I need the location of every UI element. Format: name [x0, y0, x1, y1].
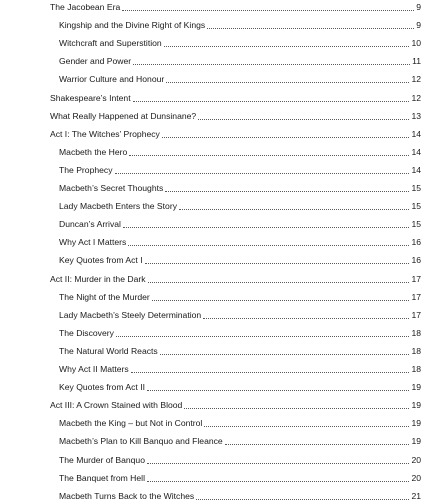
toc-entry-title[interactable]: Macbeth the King – but Not in Control	[59, 418, 203, 429]
toc-subsection-entry[interactable]	[0, 69, 421, 87]
toc-entry-title[interactable]: Macbeth Turns Back to the Witches	[59, 490, 195, 501]
toc-dot-leader	[147, 463, 409, 464]
toc-subsection-entry[interactable]	[0, 377, 421, 395]
toc-page-number: 17	[411, 273, 421, 284]
toc-dot-leader	[164, 46, 410, 47]
toc-dot-leader	[116, 336, 410, 337]
toc-page-number: 14	[411, 146, 421, 157]
toc-entry-title[interactable]: The Prophecy	[59, 164, 113, 175]
toc-page-number: 19	[411, 418, 421, 429]
toc-page-number: 17	[411, 291, 421, 302]
toc-entry-title[interactable]: The Jacobean Era	[50, 2, 121, 12]
toc-page-number: 19	[411, 400, 421, 411]
toc-subsection-entry[interactable]	[0, 305, 421, 323]
toc-entry-title[interactable]: Warrior Culture and Honour	[59, 74, 165, 85]
toc-dot-leader	[115, 173, 410, 174]
toc-subsection-entry[interactable]	[0, 486, 421, 504]
toc-subsection-entry[interactable]	[0, 33, 421, 51]
toc-entry-title[interactable]: Macbeth’s Secret Thoughts	[59, 183, 164, 193]
toc-dot-leader	[225, 444, 410, 445]
toc-subsection-entry[interactable]	[0, 178, 421, 196]
toc-page-number: 12	[411, 92, 421, 103]
toc-entry-title[interactable]: Macbeth the Hero	[59, 146, 128, 157]
toc-entry-title[interactable]: Gender and Power	[59, 56, 132, 67]
toc-entry-title[interactable]: Act I: The Witches’ Prophecy	[50, 128, 160, 139]
toc-section-entry[interactable]	[0, 269, 421, 287]
toc-entry-title[interactable]: Act III: A Crown Stained with Blood	[50, 400, 183, 411]
toc-subsection-entry[interactable]	[0, 450, 421, 468]
toc-page-number: 14	[411, 128, 421, 139]
toc-entry-title[interactable]: The Banquet from Hell	[59, 472, 145, 483]
toc-dot-leader	[166, 82, 409, 83]
toc-entry-title[interactable]: Kingship and the Divine Right of Kings	[59, 20, 206, 31]
toc-page-number: 21	[411, 490, 421, 501]
toc-section-entry[interactable]	[0, 0, 421, 15]
toc-subsection-entry[interactable]	[0, 341, 421, 359]
toc-page-number: 18	[411, 327, 421, 338]
toc-subsection-entry[interactable]	[0, 431, 421, 449]
toc-page-number: 15	[411, 183, 421, 193]
toc-entry-title[interactable]: Why Act I Matters	[59, 237, 127, 248]
toc-page-number: 15	[411, 219, 421, 230]
toc-page-number: 16	[411, 255, 421, 266]
toc-dot-leader	[203, 318, 409, 319]
toc-dot-leader	[207, 28, 414, 29]
toc-entry-title[interactable]: Key Quotes from Act I	[59, 255, 143, 266]
toc-entry-title[interactable]: Macbeth’s Plan to Kill Banquo and Fleance	[59, 436, 223, 447]
toc-dot-leader	[148, 282, 410, 283]
toc-subsection-entry[interactable]	[0, 15, 421, 33]
toc-subsection-entry[interactable]	[0, 214, 421, 232]
toc-dot-leader	[145, 263, 410, 264]
toc-entry-title[interactable]: The Night of the Murder	[59, 291, 150, 302]
toc-subsection-entry[interactable]	[0, 323, 421, 341]
toc-subsection-entry[interactable]	[0, 287, 421, 305]
toc-dot-leader	[133, 64, 410, 65]
toc-entry-title[interactable]: The Natural World Reacts	[59, 345, 158, 356]
toc-entry-title[interactable]: Lady Macbeth Enters the Story	[59, 201, 177, 212]
toc-page-number: 12	[411, 74, 421, 85]
toc-dot-leader	[129, 155, 409, 156]
toc-dot-leader	[122, 10, 414, 11]
toc-subsection-entry[interactable]	[0, 468, 421, 486]
toc-entry-title[interactable]: Key Quotes from Act II	[59, 382, 145, 393]
toc-page-number: 20	[411, 454, 421, 465]
toc-subsection-entry[interactable]	[0, 51, 421, 69]
toc-page-number: 15	[411, 201, 421, 212]
toc-dot-leader	[123, 227, 410, 228]
toc-dot-leader	[204, 426, 409, 427]
toc-subsection-entry[interactable]	[0, 196, 421, 214]
toc-entry-title[interactable]: Shakespeare’s Intent	[50, 92, 131, 103]
toc-dot-leader	[179, 209, 409, 210]
toc-page-number: 10	[411, 38, 421, 49]
toc-subsection-entry[interactable]	[0, 359, 421, 377]
toc-subsection-entry[interactable]	[0, 250, 421, 268]
toc-entry-title[interactable]: Lady Macbeth’s Steely Determination	[59, 309, 202, 320]
toc-dot-leader	[133, 101, 410, 102]
toc-dot-leader	[165, 191, 409, 192]
toc-entry-title[interactable]: Duncan’s Arrival	[59, 219, 121, 230]
toc-page-number: 13	[411, 110, 421, 121]
toc-subsection-entry[interactable]	[0, 413, 421, 431]
toc-subsection-entry[interactable]	[0, 142, 421, 160]
toc-page-number: 11	[412, 56, 421, 67]
toc-page-number: 19	[411, 382, 421, 393]
toc-section-entry[interactable]	[0, 395, 421, 413]
toc-dot-leader	[128, 245, 409, 246]
toc-dot-leader	[162, 137, 410, 138]
toc-page-number: 19	[411, 436, 421, 447]
toc-dot-leader	[184, 408, 409, 409]
toc-page-number: 14	[411, 164, 421, 175]
toc-dot-leader	[147, 481, 409, 482]
toc-page-number: 17	[411, 309, 421, 320]
toc-dot-leader	[131, 372, 410, 373]
toc-entry-title[interactable]: What Really Happened at Dunsinane?	[50, 110, 197, 121]
toc-page-number: 9	[416, 2, 421, 12]
toc-subsection-entry[interactable]	[0, 160, 421, 178]
toc-entry-title[interactable]: Act II: Murder in the Dark	[50, 273, 146, 284]
toc-entry-title[interactable]: The Discovery	[59, 327, 114, 338]
toc-dot-leader	[147, 390, 409, 391]
toc-subsection-entry[interactable]	[0, 232, 421, 250]
toc-page-number: 18	[411, 345, 421, 356]
toc-page-number: 18	[411, 364, 421, 374]
toc-entry-title[interactable]: Why Act II Matters	[59, 364, 129, 374]
toc-section-entry[interactable]	[0, 124, 421, 142]
toc-entry-title[interactable]: The Murder of Banquo	[59, 454, 145, 465]
toc-page-number: 9	[416, 20, 421, 31]
toc-page-number: 16	[411, 237, 421, 248]
toc-dot-leader	[198, 119, 409, 120]
toc-page-number: 20	[411, 472, 421, 483]
toc-dot-leader	[160, 354, 410, 355]
toc-entry-title[interactable]: Witchcraft and Superstition	[59, 38, 162, 49]
toc-section-entry[interactable]	[0, 106, 421, 124]
toc-dot-leader	[152, 300, 410, 301]
toc-section-entry[interactable]	[0, 88, 421, 106]
